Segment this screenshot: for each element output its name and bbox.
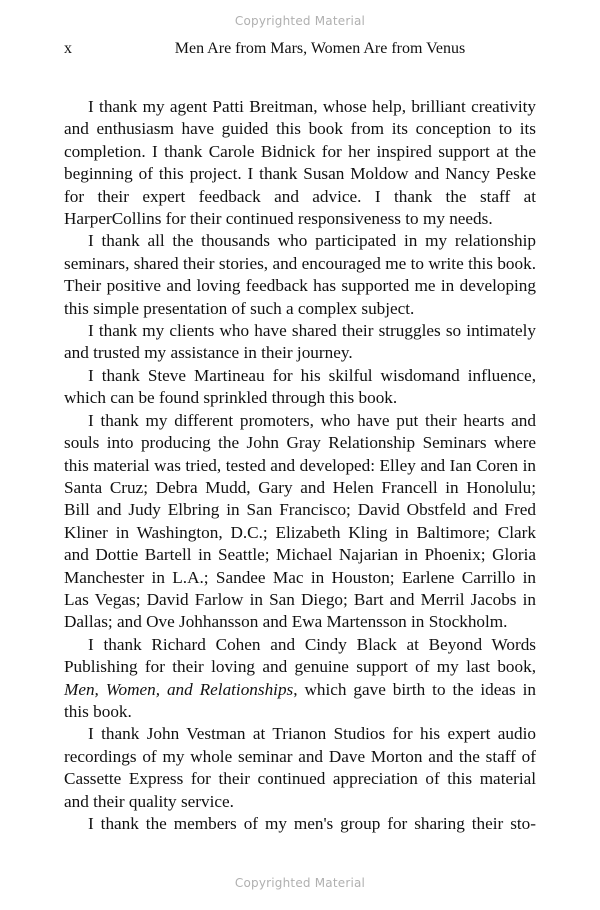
paragraph-promoters: I thank my different promoters, who have put their hearts and souls into producing the John Gray Relationship Seminars where this material was tried, tested and developed: Elley and Ian Coren in Santa Cruz; Debra Mudd, Gary and Helen Francell in Honolulu; Bill and Judy Elbring in San Francisco; David Obstfeld and Fred Kliner in Washington, D.C.; Elizabeth Kling in Baltimore; Clark and Dottie Bartell in Seattle; Michael Najarian in Phoenix; Gloria Manchester in L.A.; Sandee Mac in Houston; Earlene Carrillo in Las Vegas; David Farlow in San Diego; Bart and Merril Jacobs in Dallas; and Ove Johhansson and Ewa Martensson in Stockholm. xyxy=(64,410,536,632)
running-header xyxy=(64,40,536,62)
paragraph-mens-group: I thank the members of my men's group for sharing their sto- xyxy=(88,814,536,833)
paragraph-text: I thank Richard Cohen and Cindy Black at Beyond Words Publishing for their loving and genuine support of my last book, xyxy=(64,634,536,677)
paragraph-agent: I thank my agent Patti Breitman, whose help, brilliant creativity and enthusiasm have guided this book from its conception to its completion. I thank Carole Bidnick for her inspired support at the beginning of this project. I thank Susan Moldow and Nancy Peske for their expert feedback and advice. I thank the staff at HarperCollins for their continued responsiveness to my needs. xyxy=(64,97,536,229)
watermark-top: Copyrighted Material xyxy=(234,14,366,28)
paragraph-text: , which gave birth to the ideas in this book. xyxy=(64,679,536,721)
paragraph-seminar-participants: I thank all the thousands who participated in my relationship seminars, shared their stories, and encouraged me to write this book. Their positive and loving feedback has supported me in developing this simple presentation of such a complex subject. xyxy=(64,231,536,318)
book-title: Men Are from Mars, Women Are from Venus xyxy=(174,40,466,57)
body-text xyxy=(64,96,536,835)
page-number: x xyxy=(64,40,72,57)
paragraph-steve-martineau: I thank Steve Martineau for his skilful wisdomand influence, which can be found sprinkled through this book. xyxy=(64,365,536,408)
paragraph-beyond-words xyxy=(64,634,536,724)
watermark-bottom: Copyrighted Material xyxy=(234,876,366,890)
paragraph-trianon-studios: I thank John Vestman at Trianon Studios for his expert audio recordings of my whole seminar and Dave Morton and the staff of Cassette Express for their continued appreciation of this material and their quality service. xyxy=(64,724,536,811)
book-title-italic: Men, Women, and Relationships xyxy=(64,679,294,699)
paragraph-clients: I thank my clients who have shared their struggles so intimately and trusted my assistance in their journey. xyxy=(64,321,536,363)
